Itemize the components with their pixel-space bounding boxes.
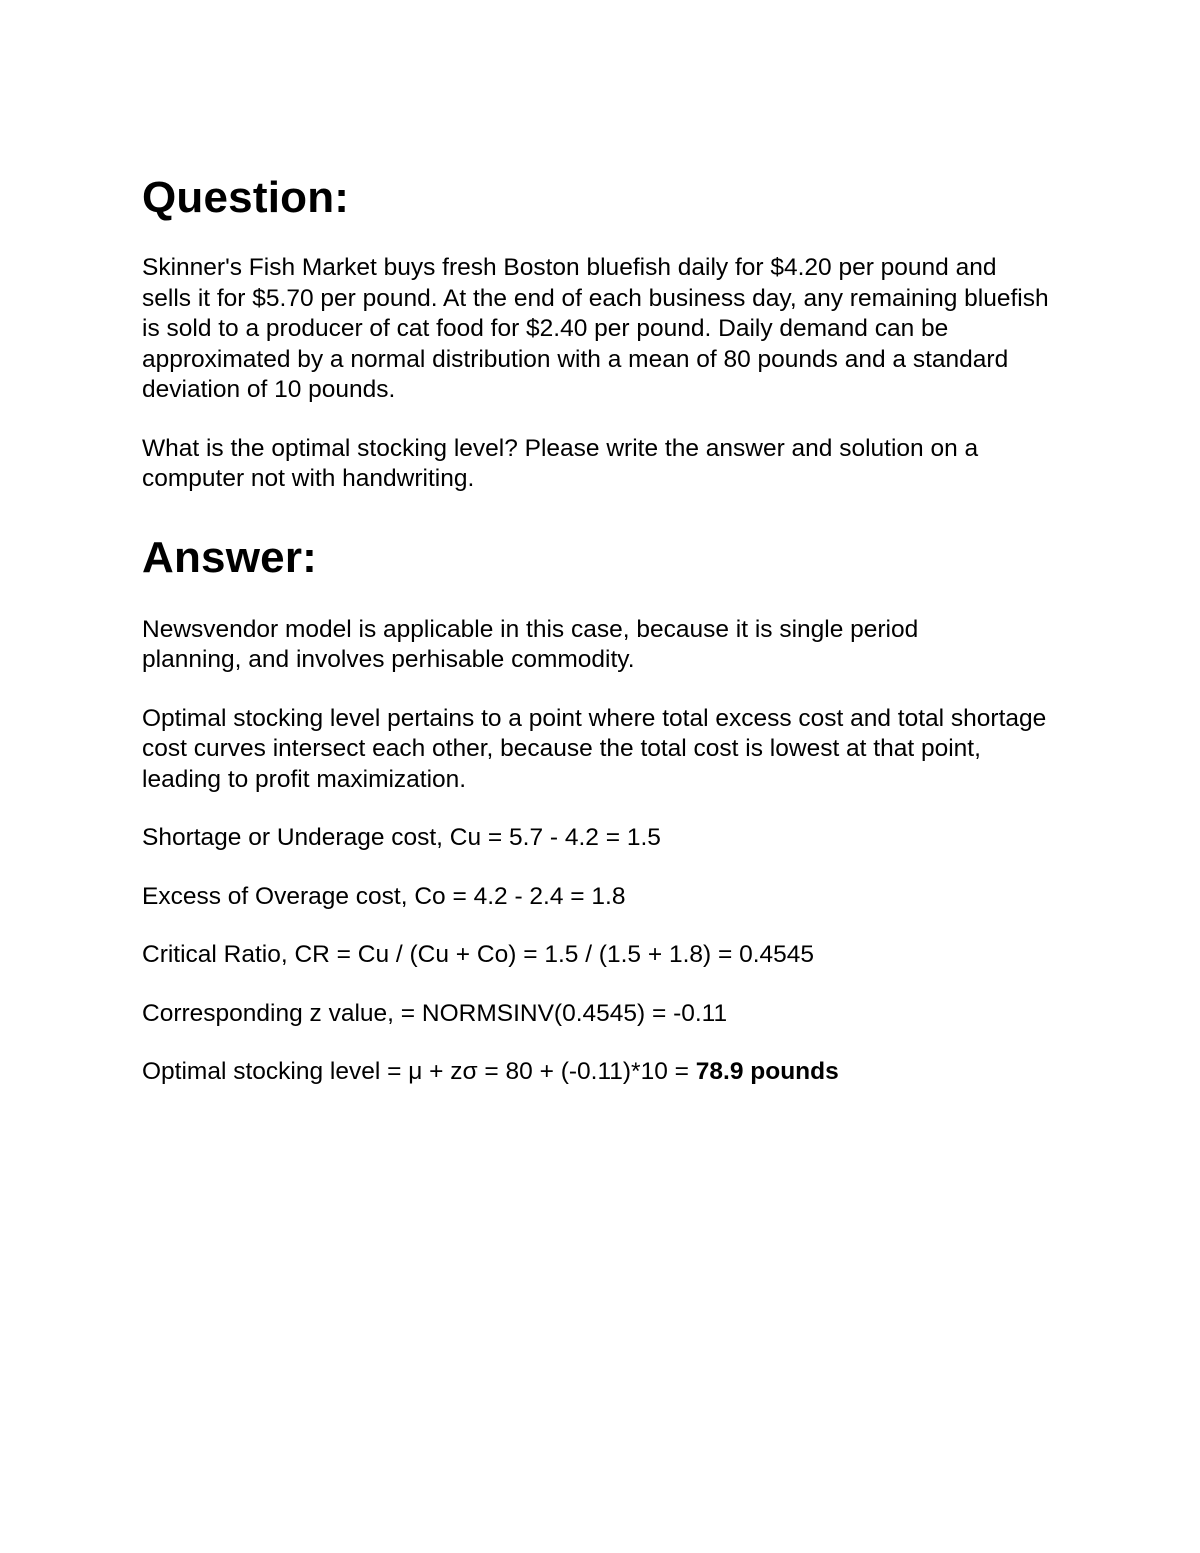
optimal-stocking-line	[142, 1057, 1072, 1088]
optimal-stocking-result: 78.9 pounds	[695, 1058, 839, 1085]
answer-model-paragraph: Newsvendor model is applicable in this case, because it is single period planning, and involves perhisable commodity.	[142, 615, 919, 673]
answer-heading: Answer:	[142, 532, 317, 582]
question-heading: Question:	[142, 173, 350, 222]
underage-cost-line: Shortage or Underage cost, Cu = 5.7 - 4.2 = 1.5	[142, 824, 661, 851]
optimal-stocking-formula: Optimal stocking level = μ + zσ = 80 + (-0.11)*10 =	[142, 1058, 696, 1085]
overage-cost-line: Excess of Overage cost, Co = 4.2 - 2.4 = 1.8	[142, 882, 626, 910]
document-page	[142, 170, 1072, 1088]
question-prompt: What is the optimal stocking level? Please write the answer and solution on a computer not with handwriting.	[142, 434, 979, 492]
answer-explanation-paragraph: Optimal stocking level pertains to a point where total excess cost and total shortage cost curves intersect each other, because the total cost is lowest at that point, leading to profit maximization.	[142, 704, 1047, 793]
critical-ratio-line: Critical Ratio, CR = Cu / (Cu + Co) = 1.5 / (1.5 + 1.8) = 0.4545	[142, 941, 815, 968]
question-paragraph: Skinner's Fish Market buys fresh Boston bluefish daily for $4.20 per pound and sells it for $5.70 per pound. At the end of each business day, any remaining bluefish is sold to a producer of cat food for $2.40 per pound. Daily demand can be approximated by a normal distribution with a mean of 80 pounds and a standard deviation of 10 pounds.	[142, 254, 1049, 403]
z-value-line: Corresponding z value, = NORMSINV(0.4545) = -0.11	[142, 999, 728, 1027]
